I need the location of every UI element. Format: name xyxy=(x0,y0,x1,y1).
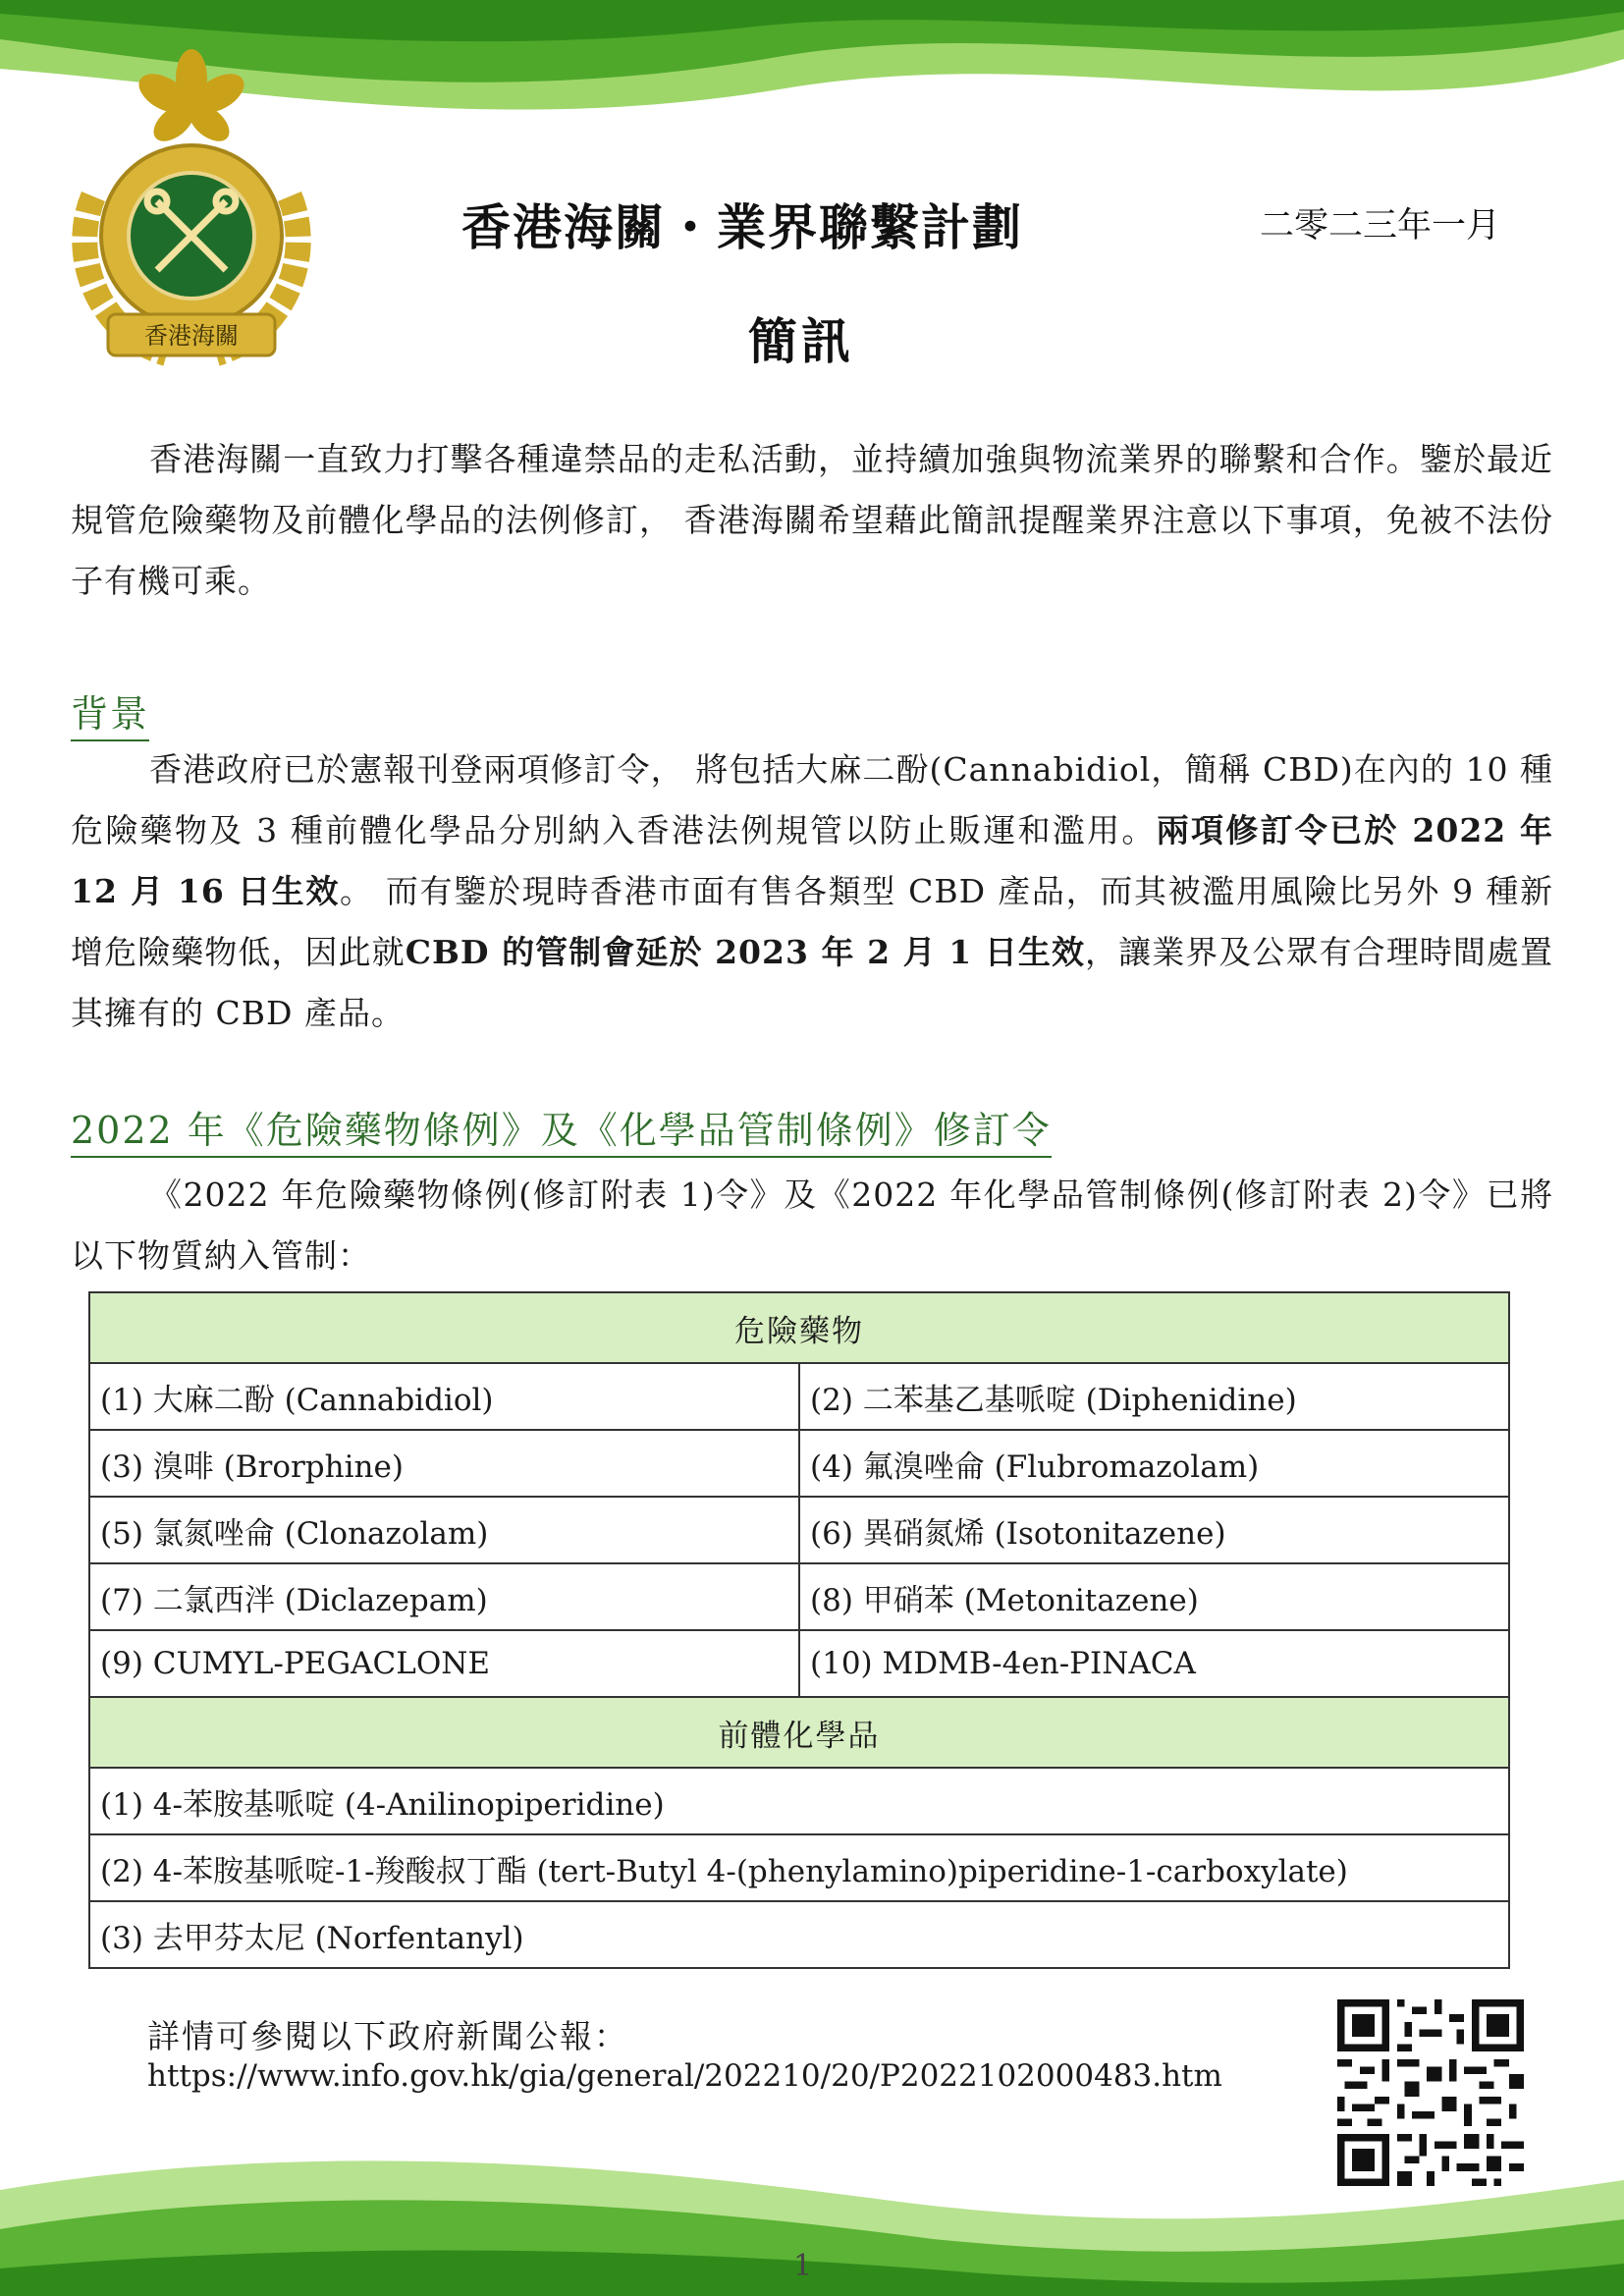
drug-cell: (1) 大麻二酚 (Cannabidiol) xyxy=(89,1363,799,1430)
bauhinia-flower-icon xyxy=(133,49,250,148)
chemical-cell: (3) 去甲芬太尼 (Norfentanyl) xyxy=(89,1901,1509,1968)
background-bold-2: CBD 的管制會延於 2023 年 2 月 1 日生效 xyxy=(405,933,1086,971)
intro-paragraph: 香港海關一直致力打擊各種違禁品的走私活動，並持續加強與物流業界的聯繫和合作。鑒於最近規管危險藥物及前體化學品的法例修訂， 香港海關希望藉此簡訊提醒業界注意以下事項，免被不法份子有機可乘。 xyxy=(71,440,1553,600)
page-number: 1 xyxy=(793,2249,813,2283)
dangerous-drugs-header: 危險藥物 xyxy=(89,1292,1509,1363)
customs-logo xyxy=(49,39,334,373)
ordinance-heading: 2022 年《危險藥物條例》及《化學品管制條例》修訂令 xyxy=(71,1100,1052,1158)
drug-cell: (3) 溴啡 (Brorphine) xyxy=(89,1430,799,1497)
table-row xyxy=(89,1630,1509,1697)
background-text-3: ，讓業界及公眾有合理時間處置其擁有的 CBD 產品。 xyxy=(71,933,1554,1032)
drug-cell: (8) 甲硝苯 (Metonitazene) xyxy=(799,1563,1509,1630)
drug-cell: (7) 二氯西泮 (Diclazepam) xyxy=(89,1563,799,1630)
drug-cell: (9) CUMYL-PEGACLONE xyxy=(89,1630,799,1697)
page-title: 香港海關・業界聯繫計劃 xyxy=(461,198,1023,256)
table-row xyxy=(89,1901,1509,1968)
background-text-2: 。 而有鑒於現時香港市面有售各類型 CBD 產品，而其被濫用風險比另外 9 種新增危險藥物低，因此就 xyxy=(71,872,1554,971)
press-release-link[interactable]: https://www.info.gov.hk/gia/general/202210/20/P2022102000483.htm xyxy=(147,2058,1222,2094)
background-text-1: 香港政府已於憲報刊登兩項修訂令， 將包括大麻二酚(Cannabidiol，簡稱 CBD)在內的 10 種危險藥物及 3 種前體化學品分別納入香港法例規管以防止販運和濫用。 xyxy=(71,750,1553,849)
chemical-cell: (2) 4-苯胺基哌啶-1-羧酸叔丁酯 (tert-Butyl 4-(phenylamino)piperidine-1-carboxylate) xyxy=(89,1834,1509,1901)
ordinance-paragraph: 《2022 年危險藥物條例(修訂附表 1)令》及《2022 年化學品管制條例(修訂附表 2)令》已將以下物質納入管制： xyxy=(71,1175,1553,1275)
reference-label: 詳情可參閱以下政府新聞公報： xyxy=(147,2017,628,2055)
chemical-cell: (1) 4-苯胺基哌啶 (4-Anilinopiperidine) xyxy=(89,1768,1509,1834)
background-paragraph xyxy=(71,739,1553,1044)
background-heading: 背景 xyxy=(71,683,149,741)
table-row xyxy=(89,1363,1509,1430)
background-bold-1: 兩項修訂令已於 2022 年 12 月 16 日生效 xyxy=(71,811,1553,910)
table-row xyxy=(89,1563,1509,1630)
controlled-substances-table xyxy=(88,1291,1510,1969)
table-row xyxy=(89,1430,1509,1497)
drug-cell: (10) MDMB-4en-PINACA xyxy=(799,1630,1509,1697)
page-subtitle: 簡訊 xyxy=(748,312,854,370)
drug-cell: (6) 異硝氮烯 (Isotonitazene) xyxy=(799,1497,1509,1563)
precursor-chemicals-header: 前體化學品 xyxy=(89,1697,1509,1768)
drug-cell: (2) 二苯基乙基哌啶 (Diphenidine) xyxy=(799,1363,1509,1430)
drug-cell: (5) 氯氮唑侖 (Clonazolam) xyxy=(89,1497,799,1563)
logo-ribbon-text: 香港海關 xyxy=(144,322,239,350)
table-row xyxy=(89,1768,1509,1834)
table-row xyxy=(89,1497,1509,1563)
issue-date: 二零二三年一月 xyxy=(1260,206,1501,246)
table-row xyxy=(89,1834,1509,1901)
drug-cell: (4) 氟溴唑侖 (Flubromazolam) xyxy=(799,1430,1509,1497)
